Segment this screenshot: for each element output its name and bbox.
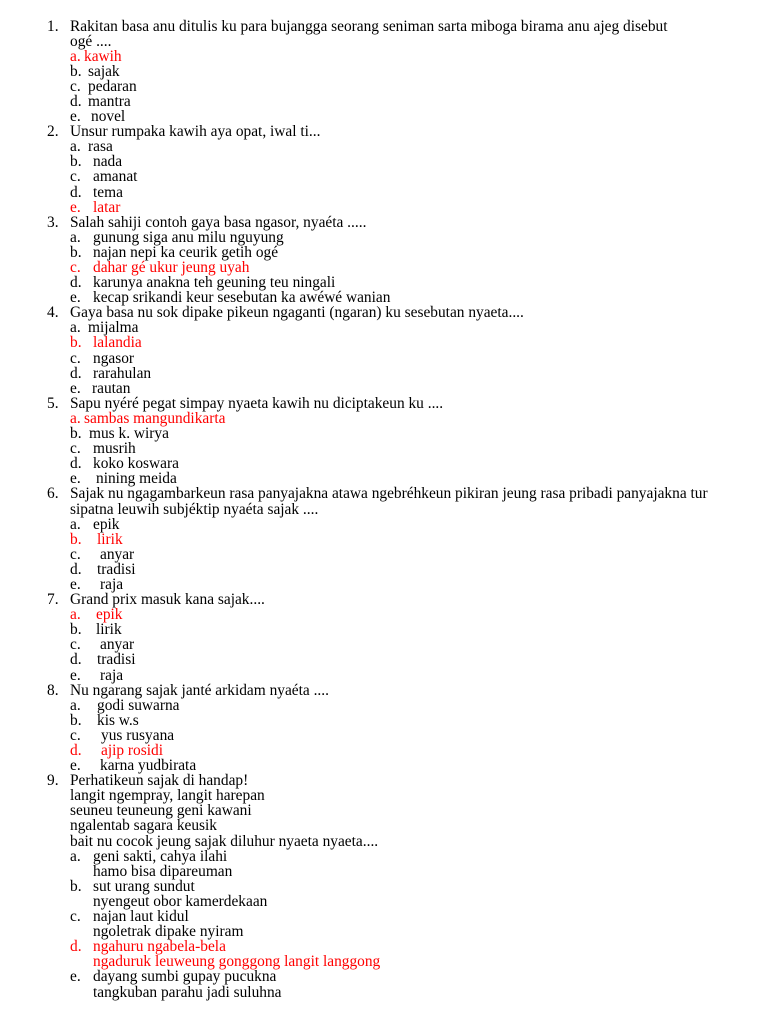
option-letter: c. (70, 77, 81, 95)
option-text: nada (93, 153, 123, 171)
option-letter: e. (70, 198, 81, 216)
option-text: raja (100, 575, 124, 593)
option-text: anyar (100, 636, 135, 654)
option-d (0, 456, 768, 471)
poem-text: langit ngempray, langit harepan (70, 787, 265, 805)
option-text: raja (100, 666, 124, 684)
option-text: ngasor (93, 349, 135, 367)
option-text: lirik (97, 530, 123, 548)
option-e (0, 290, 768, 305)
option-e (0, 109, 768, 124)
option-line (0, 985, 768, 1000)
option-text: mijalma (88, 319, 139, 337)
option-letter: d. (70, 183, 82, 201)
option-letter: a. (70, 606, 81, 624)
option-line (0, 909, 768, 924)
option-b (0, 335, 768, 350)
option-text: najan laut kidul (93, 908, 189, 926)
option-text: kawih (84, 47, 122, 65)
question-text: Rakitan basa anu ditulis ku para bujangga seorang seniman sarta miboga birama anu ajeg disebut (70, 17, 668, 35)
question-6 (0, 486, 768, 592)
question-line (0, 773, 768, 788)
option-b (0, 532, 768, 547)
option-text: kis w.s (97, 711, 139, 729)
option-letter: b. (70, 877, 82, 895)
poem-text: ngalentab sagara keusik (70, 817, 218, 835)
option-letter: a. (70, 319, 81, 337)
option-text: epik (96, 606, 123, 624)
option-a (0, 517, 768, 532)
option-b (0, 245, 768, 260)
option-a (0, 139, 768, 154)
option-letter: a. (70, 847, 81, 865)
option-text: rasa (88, 138, 113, 156)
question-9 (0, 773, 768, 999)
question-text: Grand prix masuk kana sajak.... (70, 591, 265, 609)
option-letter: a. (70, 138, 81, 156)
option-text: ngahuru ngabela-bela (93, 938, 226, 956)
option-c (0, 169, 768, 184)
option-c (0, 351, 768, 366)
option-text: najan nepi ka ceurik getih ogé (93, 243, 279, 261)
option-a (0, 49, 768, 64)
option-e (0, 758, 768, 773)
option-e (0, 200, 768, 215)
question-line (0, 305, 768, 320)
option-d (0, 652, 768, 667)
option-letter: e. (70, 289, 81, 307)
question-line (0, 19, 768, 34)
option-a (0, 849, 768, 879)
option-text: tradisi (97, 560, 136, 578)
option-letter: e. (70, 757, 81, 775)
option-letter: d. (70, 455, 82, 473)
option-letter: b. (70, 334, 82, 352)
option-d (0, 562, 768, 577)
option-c (0, 728, 768, 743)
option-text: pedaran (88, 77, 137, 95)
option-b (0, 64, 768, 79)
option-text-continued: hamo bisa dipareuman (93, 862, 233, 880)
option-letter: d. (70, 92, 82, 110)
option-b (0, 154, 768, 169)
option-text: amanat (93, 168, 138, 186)
option-text: gunung siga anu milu nguyung (93, 228, 284, 246)
option-letter: c. (70, 908, 81, 926)
option-text: kecap srikandi keur sesebutan ka awéwé wanian (93, 289, 391, 307)
option-e (0, 577, 768, 592)
question-number: 8. (47, 681, 59, 699)
question-number: 7. (47, 591, 59, 609)
question-2 (0, 124, 768, 215)
option-a (0, 320, 768, 335)
question-8 (0, 683, 768, 774)
option-letter: b. (70, 243, 82, 261)
option-text: godi suwarna (97, 696, 180, 714)
option-e (0, 969, 768, 999)
option-c (0, 260, 768, 275)
option-letter: c. (70, 636, 81, 654)
option-b (0, 879, 768, 909)
option-text: latar (93, 198, 121, 216)
question-1 (0, 19, 768, 125)
option-letter: c. (70, 726, 81, 744)
option-letter: e. (70, 379, 81, 397)
option-letter: c. (70, 545, 81, 563)
option-c (0, 637, 768, 652)
option-text-continued: ngoletrak dipake nyiram (93, 923, 244, 941)
option-line (0, 864, 768, 879)
option-line (0, 939, 768, 954)
question-line (0, 34, 768, 49)
question-number: 1. (47, 17, 59, 35)
option-line (0, 894, 768, 909)
option-letter: c. (70, 349, 81, 367)
option-c (0, 547, 768, 562)
poem-text: seuneu teuneung geni kawani (70, 802, 252, 820)
option-text: mus k. wirya (89, 425, 169, 443)
option-text: sut urang sundut (93, 877, 195, 895)
option-text: dayang sumbi gupay pucukna (93, 968, 277, 986)
option-text: lalandia (93, 334, 142, 352)
option-letter: b. (70, 530, 82, 548)
question-7 (0, 592, 768, 683)
question-3 (0, 215, 768, 306)
option-c (0, 909, 768, 939)
option-letter: e. (70, 575, 81, 593)
option-letter: c. (70, 168, 81, 186)
option-letter: d. (70, 274, 82, 292)
option-b (0, 713, 768, 728)
option-b (0, 426, 768, 441)
option-letter: d. (70, 560, 82, 578)
option-a (0, 411, 768, 426)
option-text: rarahulan (93, 364, 152, 382)
question-number: 9. (47, 772, 59, 790)
option-text: dahar gé ukur jeung uyah (93, 259, 250, 276)
question-text: ogé .... (70, 32, 112, 50)
question-number: 4. (47, 304, 59, 322)
option-letter: e. (70, 470, 81, 488)
option-letter: b. (70, 153, 82, 171)
option-letter: b. (70, 425, 82, 443)
option-a (0, 230, 768, 245)
question-line (0, 502, 768, 517)
option-text: koko koswara (93, 455, 179, 473)
option-text: anyar (100, 545, 135, 563)
option-d (0, 275, 768, 290)
option-text: geni sakti, cahya ilahi (93, 847, 228, 865)
option-text: lirik (96, 621, 122, 639)
option-letter: e. (70, 968, 81, 986)
option-line (0, 849, 768, 864)
option-line (0, 924, 768, 939)
option-letter: b. (70, 711, 82, 729)
question-text: Perhatikeun sajak di handap! (70, 772, 249, 790)
option-text: sambas mangundikarta (84, 409, 226, 427)
question-4 (0, 305, 768, 396)
option-letter: d. (70, 651, 82, 669)
option-d (0, 939, 768, 969)
option-d (0, 185, 768, 200)
question-text: Unsur rumpaka kawih aya opat, iwal ti... (70, 123, 321, 141)
option-line (0, 879, 768, 894)
option-text: epik (93, 515, 120, 533)
question-5 (0, 396, 768, 487)
question-text: bait nu cocok jeung sajak diluhur nyaeta nyaeta.... (70, 832, 379, 850)
option-b (0, 622, 768, 637)
option-c (0, 441, 768, 456)
option-e (0, 668, 768, 683)
option-text: ajip rosidi (101, 742, 163, 759)
option-letter: b. (70, 621, 82, 639)
option-text: rautan (92, 379, 131, 397)
option-d (0, 743, 768, 758)
option-letter: a. (70, 696, 81, 714)
option-letter: e. (70, 108, 81, 126)
option-letter: d. (70, 938, 82, 956)
question-line (0, 124, 768, 139)
option-text: yus rusyana (101, 726, 175, 744)
option-text-continued: nyengeut obor kamerdekaan (93, 892, 268, 910)
question-line (0, 486, 768, 501)
option-letter: c. (70, 440, 81, 458)
option-letter: e. (70, 666, 81, 684)
question-number: 3. (47, 213, 59, 231)
question-text: Nu ngarang sajak janté arkidam nyaéta .... (70, 681, 329, 699)
question-text: Sajak nu ngagambarkeun rasa panyajakna atawa ngebréhkeun pikiran jeung rasa pribadi panyajakna tur (70, 485, 708, 503)
option-text-continued: ngaduruk leuweung gonggong langit langgong (93, 953, 381, 971)
option-letter: a. (70, 409, 81, 427)
option-e (0, 381, 768, 396)
option-letter: d. (70, 742, 82, 759)
option-letter: c. (70, 259, 81, 276)
question-text: sipatna leuwih subjéktip nyaéta sajak .... (70, 500, 319, 518)
option-e (0, 471, 768, 486)
question-line (0, 592, 768, 607)
question-line (0, 834, 768, 849)
option-a (0, 698, 768, 713)
option-text: tema (93, 183, 123, 201)
poem-line (0, 818, 768, 833)
option-text: tradisi (97, 651, 136, 669)
poem-line (0, 788, 768, 803)
option-a (0, 607, 768, 622)
option-letter: a. (70, 228, 81, 246)
option-text-continued: tangkuban parahu jadi suluhna (93, 983, 282, 1001)
option-text: karna yudbirata (100, 757, 197, 775)
option-text: karunya anakna teh geuning teu ningali (93, 274, 336, 292)
question-line (0, 683, 768, 698)
question-text: Gaya basa nu sok dipake pikeun ngaganti (ngaran) ku sesebutan nyaeta.... (70, 304, 524, 322)
question-number: 6. (47, 485, 59, 503)
question-line (0, 215, 768, 230)
question-number: 2. (47, 123, 59, 141)
option-letter: b. (70, 62, 82, 80)
option-line (0, 969, 768, 984)
option-d (0, 366, 768, 381)
question-number: 5. (47, 394, 59, 412)
option-text: sajak (88, 62, 120, 80)
option-line (0, 954, 768, 969)
question-line (0, 396, 768, 411)
poem-line (0, 803, 768, 818)
option-c (0, 79, 768, 94)
question-text: Salah sahiji contoh gaya basa ngasor, nyaéta ..... (70, 213, 367, 231)
option-letter: a. (70, 515, 81, 533)
question-text: Sapu nyéré pegat simpay nyaeta kawih nu diciptakeun ku .... (70, 394, 444, 412)
option-d (0, 94, 768, 109)
option-text: nining meida (96, 470, 177, 488)
option-text: musrih (93, 440, 136, 458)
option-letter: a. (70, 47, 81, 65)
option-letter: d. (70, 364, 82, 382)
option-text: mantra (88, 92, 131, 110)
option-text: novel (91, 108, 126, 126)
